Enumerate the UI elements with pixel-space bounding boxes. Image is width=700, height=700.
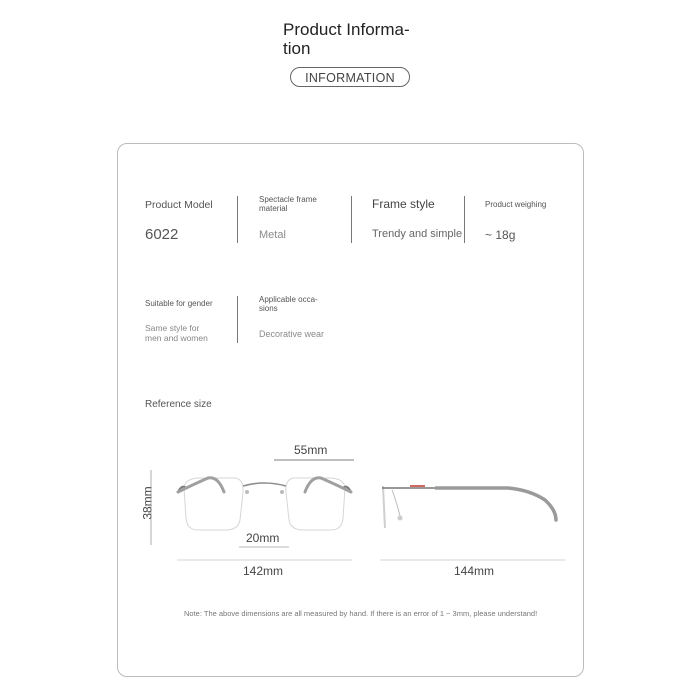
- occasion-value: Decorative wear: [259, 329, 325, 339]
- glasses-front-view: [178, 478, 351, 530]
- style-label: Frame style: [372, 197, 435, 211]
- temple-length-label: 144mm: [454, 564, 495, 578]
- model-value: 6022: [145, 226, 179, 243]
- nose-pad: [280, 490, 284, 494]
- glasses-side-view: [382, 486, 556, 528]
- side-nose-pad: [398, 516, 403, 521]
- model-label: Product Model: [145, 199, 213, 211]
- style-value: Trendy and simple: [372, 228, 463, 240]
- weight-value: ~ 18g: [485, 228, 516, 242]
- information-pill: INFORMATION: [290, 67, 410, 87]
- reference-size-heading: Reference size: [145, 399, 212, 410]
- occasion-label-line-1: Applicable occa-: [259, 295, 318, 304]
- gender-value-line-2: men and women: [145, 333, 208, 343]
- material-value: Metal: [259, 229, 286, 241]
- frame-width-label: 142mm: [243, 564, 284, 578]
- gender-value-line-1: Same style for: [145, 323, 200, 333]
- lens-height-label: 38mm: [140, 486, 155, 520]
- bridge: [243, 483, 286, 486]
- side-nose-arm: [392, 490, 400, 516]
- gender-label: Suitable for gender: [145, 299, 213, 308]
- material-label-line-1: Spectacle frame: [259, 195, 317, 204]
- bridge-label: 20mm: [246, 531, 280, 545]
- weight-label: Product weighing: [485, 200, 547, 209]
- measurement-note: Note: The above dimensions are all measured by hand. If there is an error of 1 ~ 3mm, please understand!: [184, 609, 538, 618]
- side-temple: [436, 488, 556, 520]
- title-line-1: Product Informa-: [283, 20, 410, 39]
- title-line-2: tion: [283, 39, 311, 58]
- lens-width-label: 55mm: [294, 443, 328, 457]
- nose-pad: [245, 490, 249, 494]
- material-label-line-2: material: [259, 204, 288, 213]
- occasion-label-line-2: sions: [259, 304, 278, 313]
- side-lens: [383, 486, 385, 528]
